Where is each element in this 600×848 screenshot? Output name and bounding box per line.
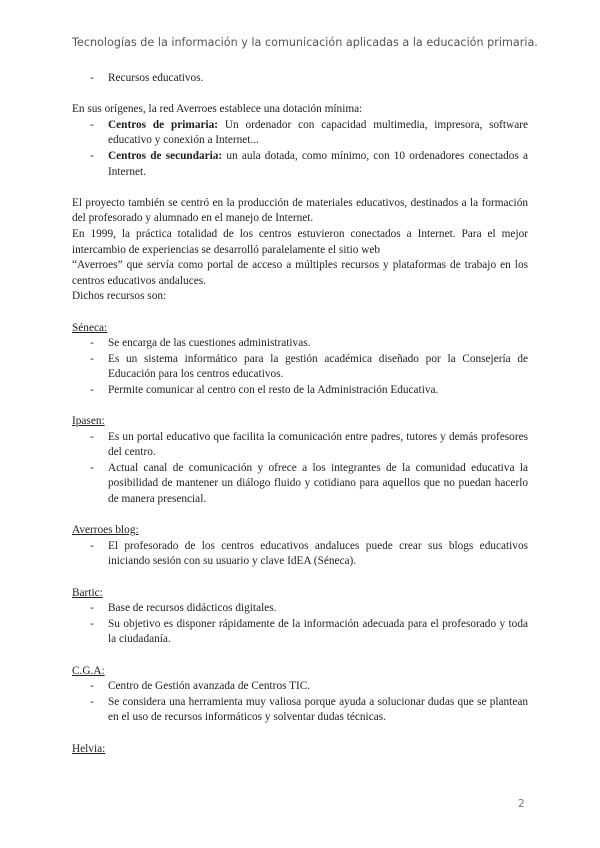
page-number: 2 <box>518 798 525 810</box>
page-header: Tecnologías de la información y la comunicación aplicadas a la educación primaria. <box>72 36 538 49</box>
section-title-seneca: Séneca: <box>72 321 108 334</box>
section-list-bartic <box>72 601 528 648</box>
list-item: - Actual canal de comunicación y ofrece a los integrantes de la comunidad educativa la posibilidad de mantener un diálogo fluido y cotidiano para aquellos que no puedan hacerlo de manera presencial. <box>90 461 528 506</box>
page-content <box>72 71 528 757</box>
list-item: - Centros de primaria: Un ordenador con capacidad multimedia, impresora, software educativo y conexión a Internet... <box>90 118 528 147</box>
list-item: - Su objetivo es disponer rápidamente de la información adecuada para el profesorado y toda la ciudadanía. <box>90 617 528 646</box>
section-title-helvia: Helvia: <box>72 742 106 755</box>
list-item: - Es un portal educativo que facilita la comunicación entre padres, tutores y demás profesores del centro. <box>90 430 528 459</box>
paragraph: El proyecto también se centró en la producción de materiales educativos, destinados a la formación del profesorado y alumnado en el manejo de Internet. <box>72 196 528 225</box>
list-item: - Es un sistema informático para la gestión académica diseñado por la Consejería de Educación para los centros educativos. <box>90 352 528 381</box>
top-list <box>72 71 528 87</box>
list-item: - Se considera una herramienta muy valiosa porque ayuda a solucionar dudas que se plantean en el uso de recursos informáticos y solventar dudas técnicas. <box>90 695 528 724</box>
paragraph: Dichos recursos son: <box>72 290 167 303</box>
list-item: - Centros de secundaria: un aula dotada, como mínimo, con 10 ordenadores conectados a Internet. <box>90 149 528 178</box>
section-list-averroes-blog <box>72 539 528 570</box>
section-list-ipasen <box>72 430 528 508</box>
section-title-ipasen: Ipasen: <box>72 415 105 428</box>
list-item: - Se encarga de las cuestiones administrativas. <box>90 337 311 350</box>
section-list-cga <box>72 679 528 726</box>
list-item: - Centro de Gestión avanzada de Centros TIC. <box>90 680 311 693</box>
list-item: - Base de recursos didácticos digitales. <box>90 602 277 615</box>
section-title-bartic: Bartic: <box>72 586 103 599</box>
list-item: - Permite comunicar al centro con el resto de la Administración Educativa. <box>90 383 439 396</box>
section-list-seneca <box>72 336 528 398</box>
section-title-cga: C.G.A: <box>72 664 105 677</box>
paragraph: “Averroes” que servía como portal de acceso a múltiples recursos y plataformas de trabajo en los centros educativos andaluces. <box>72 259 528 287</box>
list-item: - Recursos educativos. <box>90 72 204 84</box>
origins-intro: En sus orígenes, la red Averroes establece una dotación mínima: <box>72 103 363 116</box>
origins-list <box>72 118 528 180</box>
section-title-averroes-blog: Averroes blog: <box>72 524 139 537</box>
paragraph: En 1999, la práctica totalidad de los centros estuvieron conectados a Internet. Para el mejor intercambio de experiencias se desarrolló paralelamente el sitio web <box>72 227 528 256</box>
list-item: - El profesorado de los centros educativos andaluces puede crear sus blogs educativos iniciando sesión con su usuario y clave IdEA (Séneca). <box>90 539 528 568</box>
